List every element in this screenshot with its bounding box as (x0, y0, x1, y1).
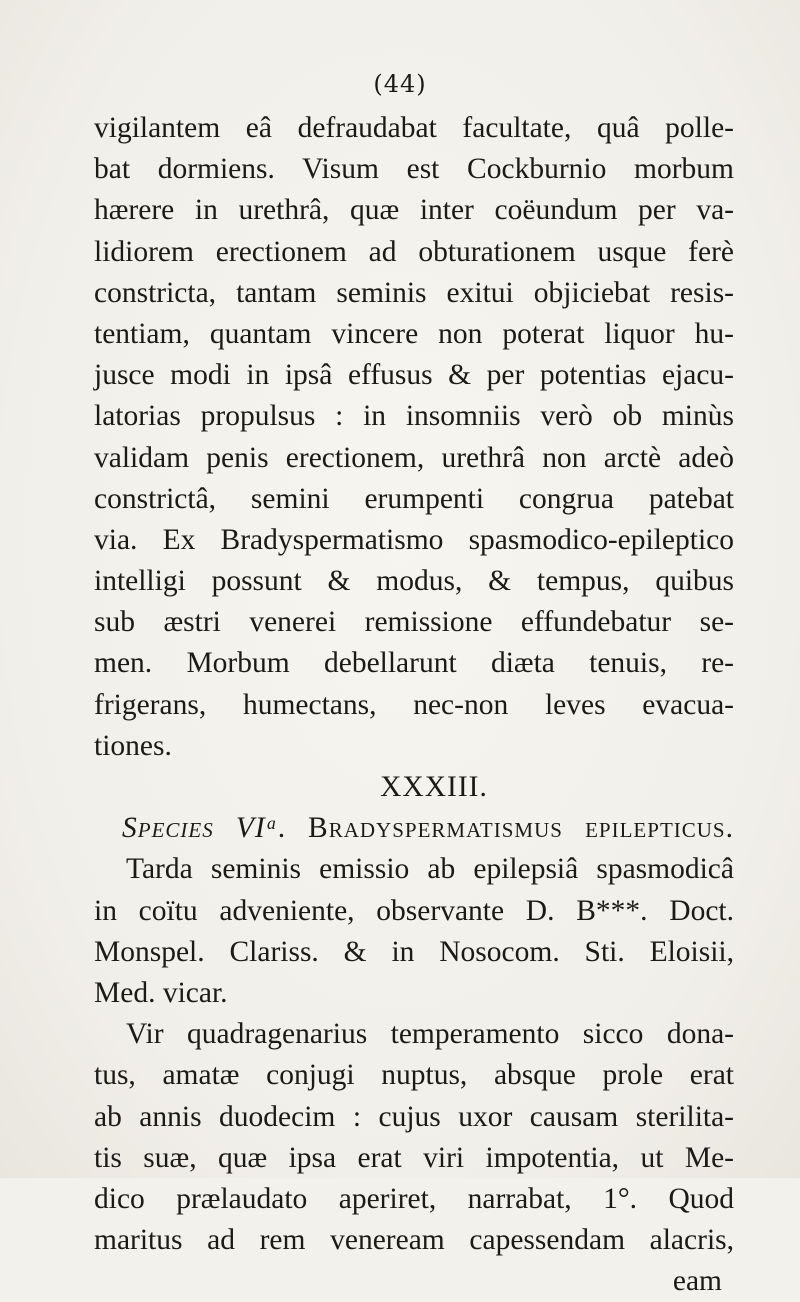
text-line: validam penis erectionem, urethrâ non arctè adeò (94, 441, 734, 474)
species-title: Bradyspermatismus epilepticus. (308, 812, 734, 845)
text-line: hærere in urethrâ, quæ inter coëundum per va- (94, 194, 734, 227)
page-text (94, 108, 734, 1302)
paragraph-line: dico prælaudato aperiret, narrabat, 1°. Quod (94, 1182, 734, 1215)
paragraph-line: tus, amatæ conjugi nuptus, absque prole erat (94, 1059, 734, 1092)
text-line: via. Ex Bradyspermatismo spasmodico-epileptico (94, 523, 734, 556)
paragraph-line: tis suæ, quæ ipsa erat viri impotentia, ut Me- (94, 1141, 734, 1174)
section-number: XXXIII. (380, 771, 488, 803)
text-line: tiones. (94, 729, 172, 762)
species-label: Species VIᵃ. (122, 812, 287, 845)
text-line: men. Morbum debellarunt diæta tenuis, re- (94, 647, 734, 680)
text-line: intelligi possunt & modus, & tempus, quibus (94, 565, 734, 598)
text-line: sub æstri venerei remissione effundebatur se- (94, 606, 734, 639)
case-line: Med. vicar. (94, 976, 228, 1009)
text-line: constrictâ, semini erumpenti congrua patebat (94, 482, 734, 515)
case-line: Tarda seminis emissio ab epilepsiâ spasmodicâ (126, 853, 734, 886)
case-line: in coïtu adveniente, observante D. B***. Doct. (94, 894, 734, 927)
page-number: (44) (373, 70, 427, 98)
text-line: latorias propulsus : in insomniis verò ob minùs (94, 400, 734, 433)
text-line: vigilantem eâ defraudabat facultate, quâ polle- (94, 112, 734, 144)
species-heading (94, 808, 734, 849)
text-line: lidiorem erectionem ad obturationem usque ferè (94, 235, 734, 268)
catchword: eam (672, 1265, 722, 1298)
text-line: frigerans, humectans, nec-non leves evacua- (94, 688, 734, 721)
text-line: bat dormiens. Visum est Cockburnio morbum (94, 153, 734, 186)
paragraph-line: maritus ad rem veneream capessendam alacris, (94, 1224, 734, 1257)
text-line: constricta, tantam seminis exitui objiciebat resis- (94, 276, 734, 309)
paragraph-line: Vir quadragenarius temperamento sicco dona- (126, 1018, 734, 1051)
text-line: tentiam, quantam vincere non poterat liquor hu- (94, 317, 734, 350)
paragraph-line: ab annis duodecim : cujus uxor causam sterilita- (94, 1100, 734, 1133)
text-line: jusce modi in ipsâ effusus & per potentias ejacu- (94, 359, 734, 392)
case-line: Monspel. Clariss. & in Nosocom. Sti. Eloisii, (94, 935, 734, 968)
